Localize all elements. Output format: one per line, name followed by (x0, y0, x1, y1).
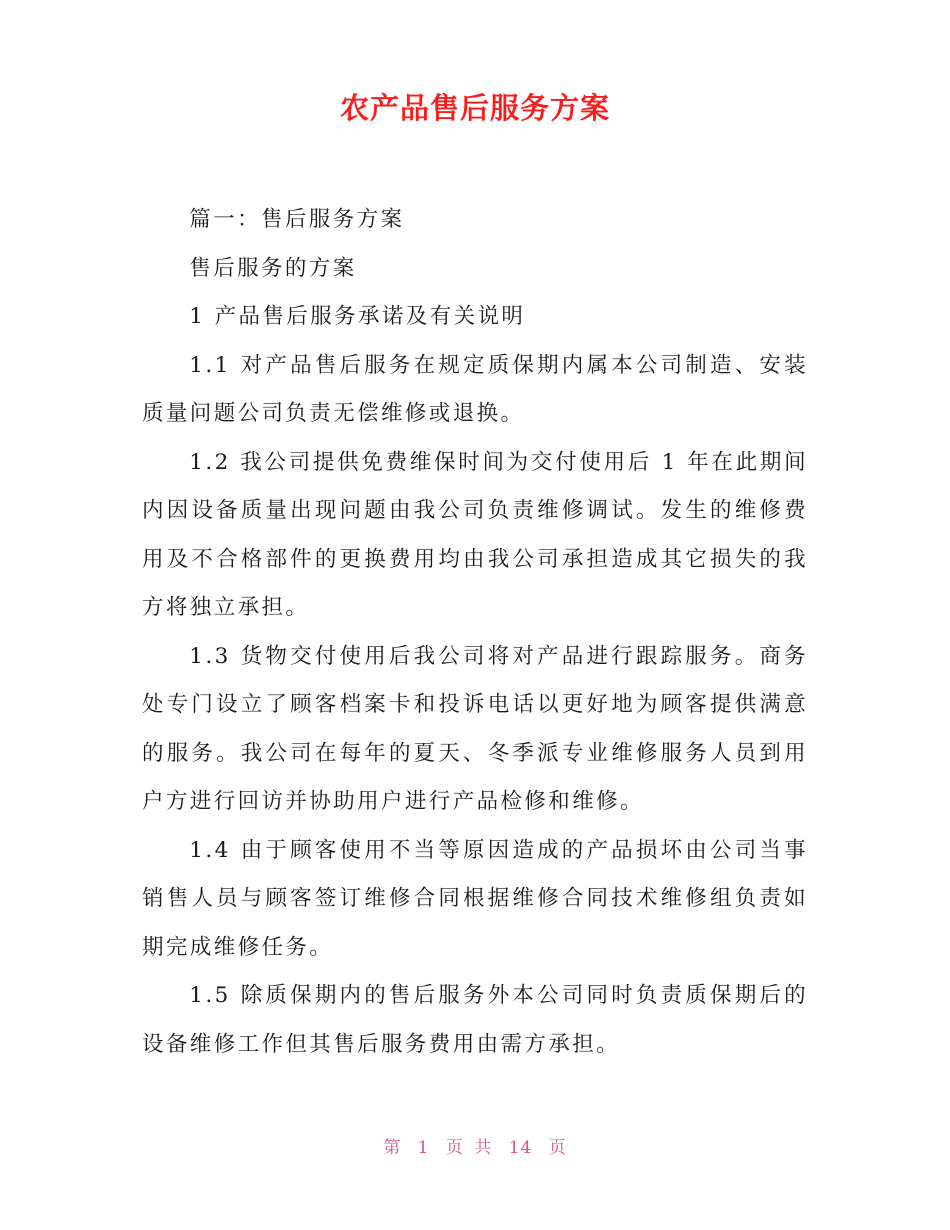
paragraph-item-1-2: 1.2 我公司提供免费维保时间为交付使用后 1 年在此期间内因设备质量出现问题由我公司负责维修调试。发生的维修费用及不合格部件的更换费用均由我公司承担造成其它损失的我方将独立承担。 (142, 449, 808, 620)
paragraph-item-1: 1 产品售后服务承诺及有关说明 (189, 304, 526, 329)
footer-total-pages: 14 (508, 1138, 533, 1158)
paragraph-item-1-5: 1.5 除质保期内的售后服务外本公司同时负责质保期后的设备维修工作但其售后服务费用由需方承担。 (142, 983, 808, 1057)
footer-prefix: 第 (383, 1138, 402, 1158)
footer-page-number: 1 (417, 1138, 430, 1158)
footer-middle: 页 共 (445, 1138, 493, 1158)
page-footer (0, 1133, 950, 1158)
paragraph-section-heading: 篇一：售后服务方案 (189, 207, 405, 232)
document-body (142, 196, 808, 1069)
paragraph-item-1-3: 1.3 货物交付使用后我公司将对产品进行跟踪服务。商务处专门设立了顾客档案卡和投诉电话以更好地为顾客提供满意的服务。我公司在每年的夏天、冬季派专业维修服务人员到用户方进行回访并协助用户进行产品检修和维修。 (142, 643, 808, 814)
paragraph-item-1-1: 1.1 对产品售后服务在规定质保期内属本公司制造、安装质量问题公司负责无偿维修或退换。 (142, 352, 808, 426)
paragraph-subheading: 售后服务的方案 (189, 255, 357, 281)
paragraph-item-1-4: 1.4 由于顾客使用不当等原因造成的产品损坏由公司当事销售人员与顾客签订维修合同根据维修合同技术维修组负责如期完成维修任务。 (142, 837, 808, 960)
footer-suffix: 页 (548, 1138, 567, 1158)
document-title: 农产品售后服务方案 (339, 91, 610, 125)
